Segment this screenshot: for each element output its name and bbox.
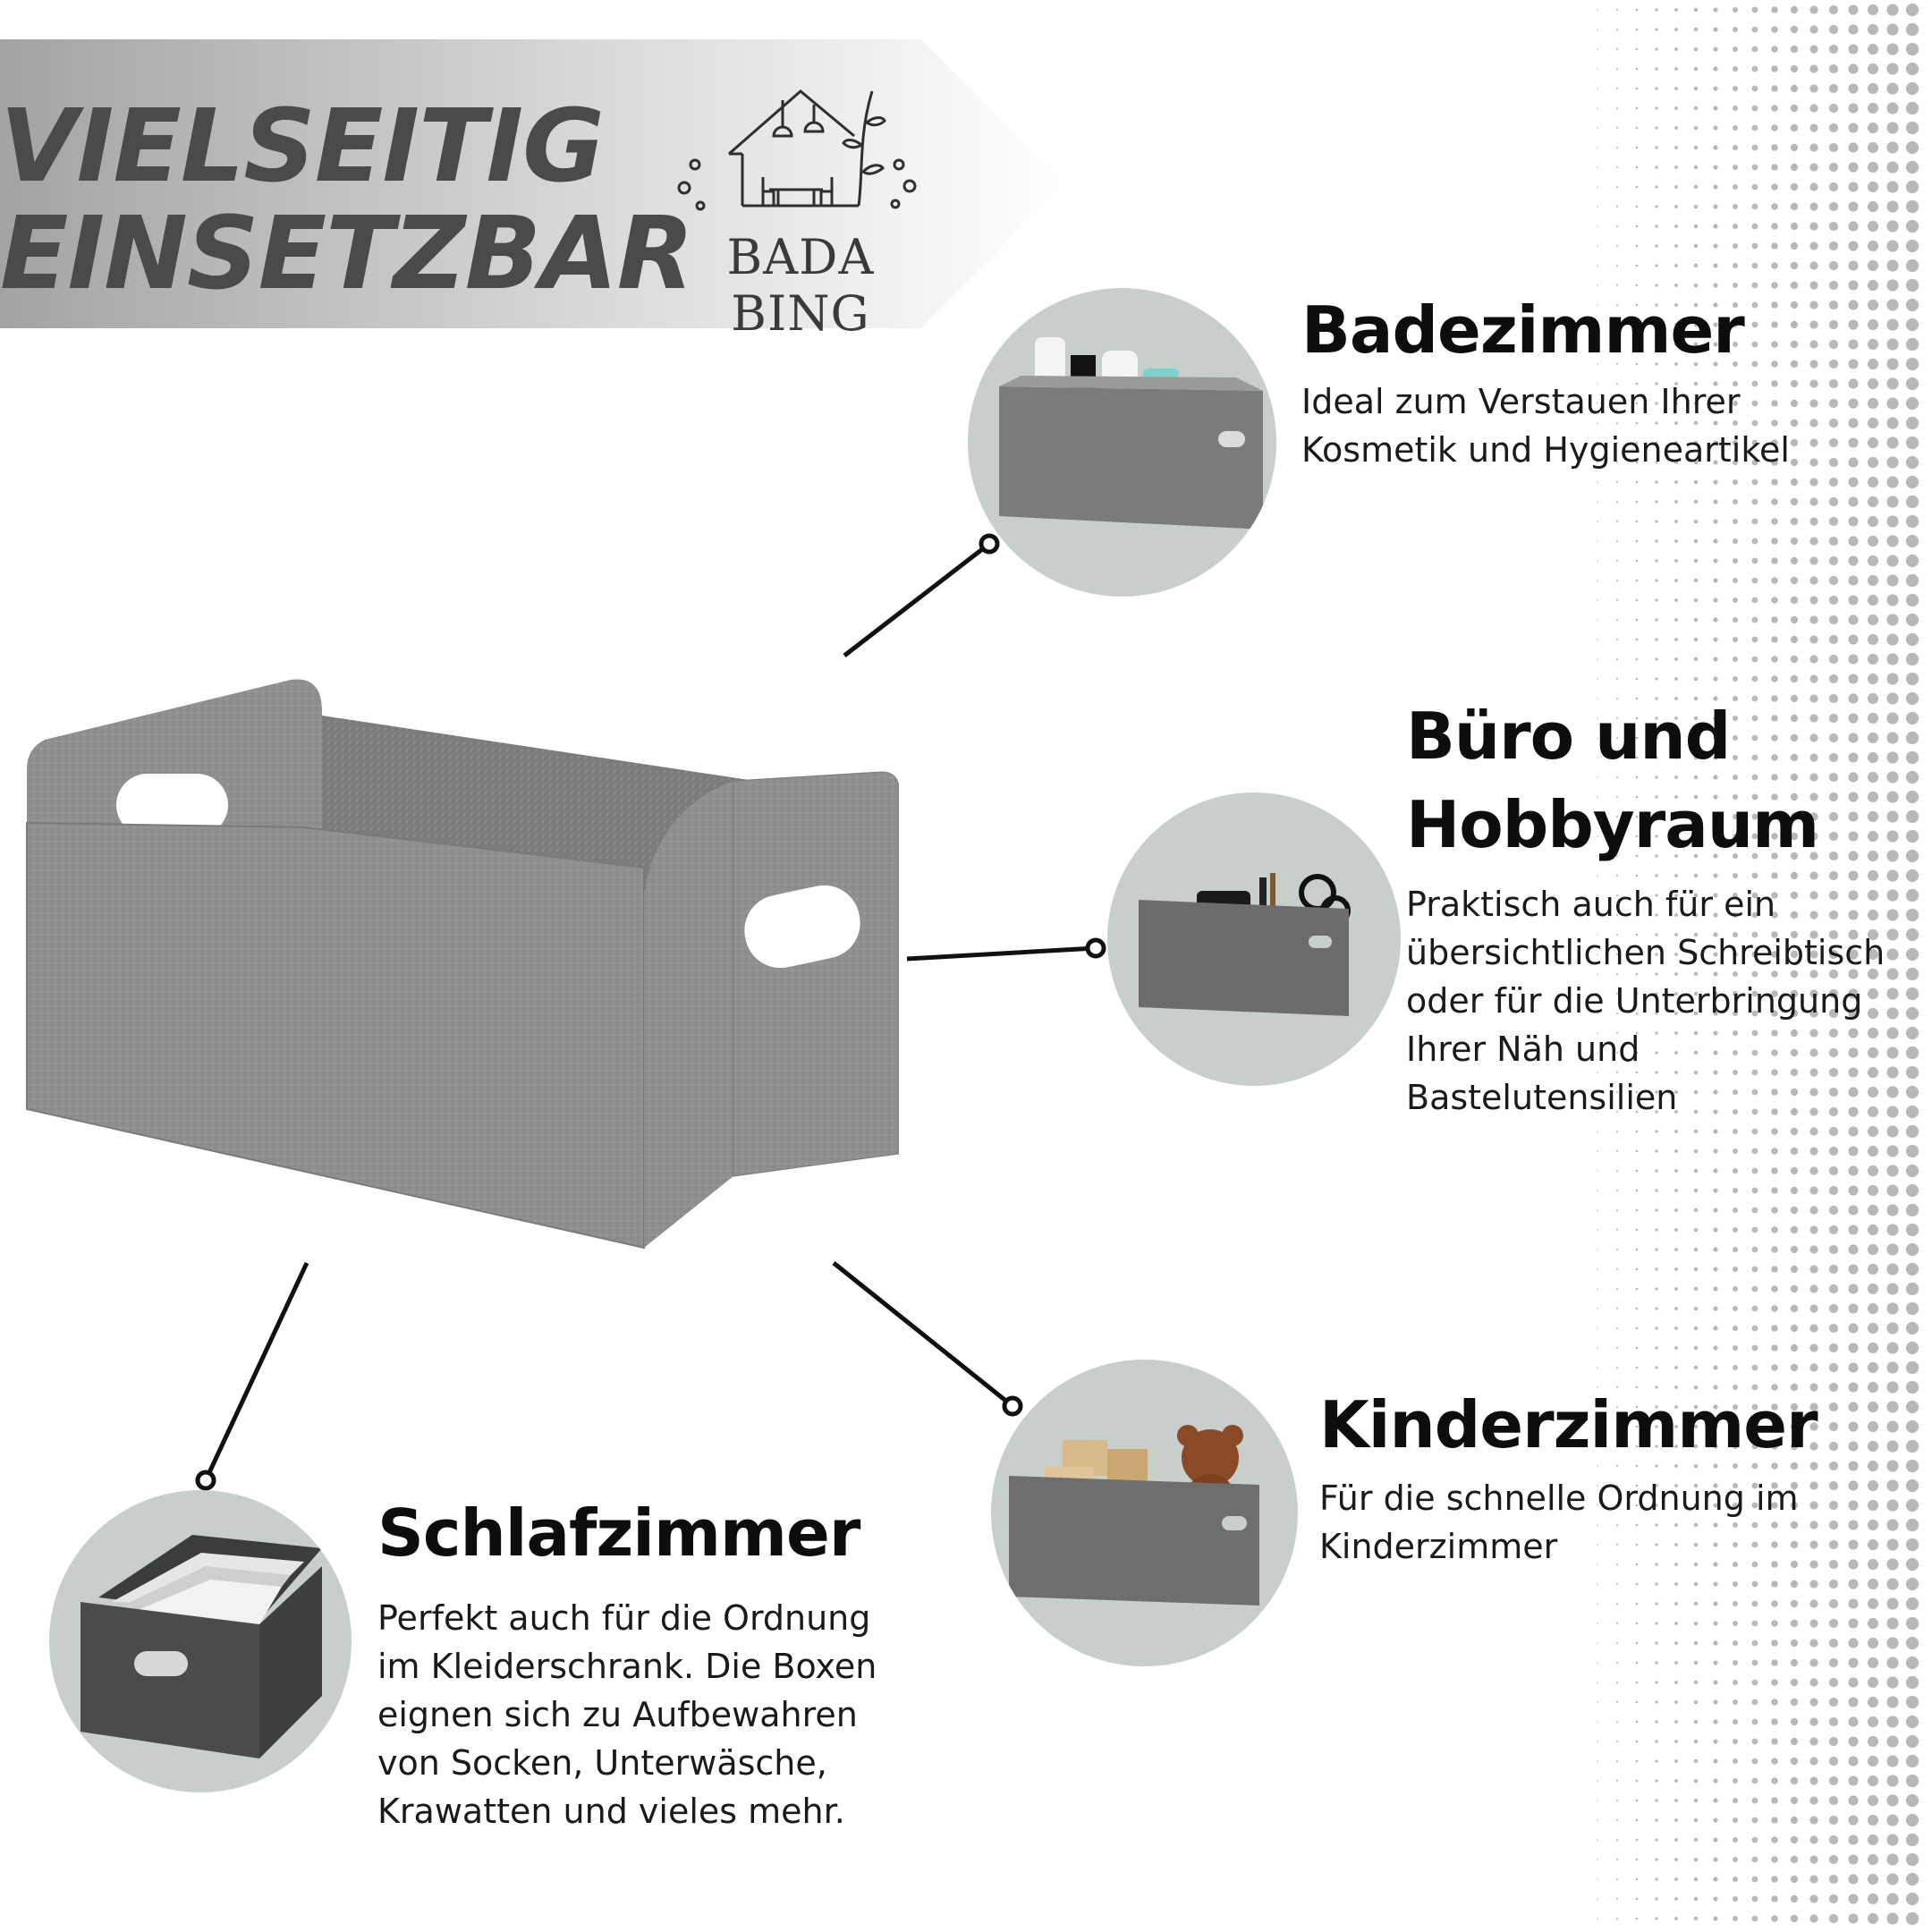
kids-text: Für die schnelle Ordnung im Kinderzimmer bbox=[1319, 1479, 1799, 1566]
brand-name: BADA BING bbox=[726, 229, 875, 342]
main-product-image bbox=[18, 675, 899, 1257]
cosmetics-box-icon bbox=[968, 288, 1276, 597]
kids-image-circle bbox=[991, 1360, 1298, 1666]
office-text: Praktisch auch für ein übersichtlichen Schreibtisch oder für die Unterbringung Ihrer Näh und Bastelutensilien bbox=[1406, 885, 1885, 1117]
bathroom-text: Ideal zum Verstauen Ihrer Kosmetik und Hygieneartikel bbox=[1301, 382, 1790, 470]
kids-title: Kinderzimmer bbox=[1319, 1387, 1818, 1462]
bathroom-image-circle bbox=[968, 288, 1276, 597]
office-image-circle bbox=[1107, 792, 1401, 1086]
headline-line-2: EINSETZBAR bbox=[0, 196, 693, 312]
clothes-box-icon bbox=[49, 1490, 352, 1792]
bedroom-image-circle bbox=[49, 1490, 352, 1792]
office-title: Büro und Hobbyraum bbox=[1406, 699, 1819, 863]
office-supplies-box-icon bbox=[1107, 792, 1401, 1086]
blocks-and-teddy-box-icon bbox=[991, 1360, 1298, 1666]
connector-kids bbox=[834, 1263, 1013, 1406]
bedroom-title: Schlafzimmer bbox=[377, 1496, 860, 1571]
connector-office bbox=[907, 948, 1096, 959]
headline-line-1: VIELSEITIG bbox=[0, 89, 605, 205]
connector-bedroom bbox=[206, 1263, 307, 1480]
bathroom-title: Badezimmer bbox=[1301, 292, 1744, 368]
bedroom-text: Perfekt auch für die Ordnung im Kleiderschrank. Die Boxen eignen sich zu Aufbewahren von Socken, Unterwäsche, Krawatten und vieles mehr. bbox=[377, 1598, 877, 1831]
